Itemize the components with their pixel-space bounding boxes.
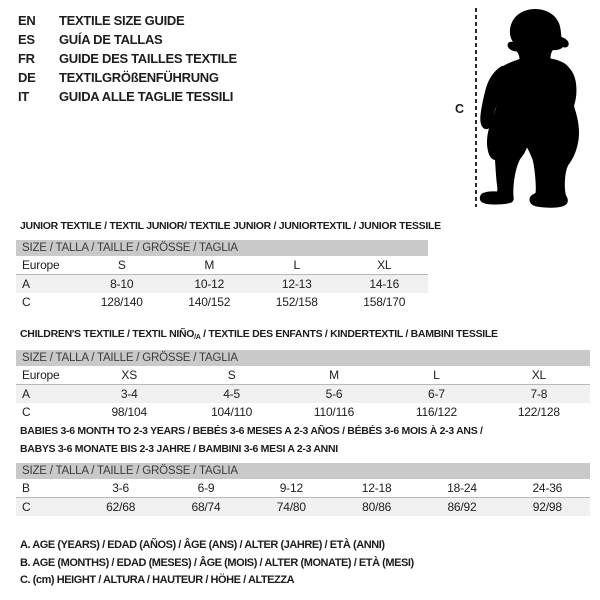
value-cell: 152/158 bbox=[275, 295, 318, 309]
table-row bbox=[16, 275, 428, 293]
row-label-cell: C bbox=[22, 295, 31, 309]
value-cell: M bbox=[329, 368, 339, 382]
value-cell: M bbox=[204, 258, 215, 272]
size-header-bar: SIZE / TALLA / TAILLE / GRÖSSE / TAGLIA bbox=[16, 240, 428, 256]
table-title-text: CHILDREN'S TEXTILE / TEXTIL NIÑO bbox=[20, 328, 195, 340]
value-cell: S bbox=[227, 368, 236, 382]
table-row bbox=[16, 256, 428, 275]
value-cell: 98/104 bbox=[111, 405, 147, 419]
value-cell: 140/152 bbox=[188, 295, 231, 309]
value-cell: 9-12 bbox=[279, 481, 303, 495]
language-row bbox=[18, 87, 237, 106]
value-cell: 68/74 bbox=[191, 500, 221, 514]
children-table-title bbox=[20, 325, 590, 345]
value-cell: 8-10 bbox=[110, 277, 134, 291]
value-cell: 80/86 bbox=[362, 500, 392, 514]
row-label-cell: A bbox=[22, 387, 30, 401]
table-title-text: /A bbox=[194, 334, 201, 341]
value-cell: L bbox=[433, 368, 440, 382]
table-row bbox=[16, 366, 590, 385]
table-row bbox=[16, 403, 590, 421]
children-textile-section bbox=[16, 325, 590, 421]
footnote: A. AGE (YEARS) / EDAD (AÑOS) / ÂGE (ANS) / ALTER (JAHRE) / ETÀ (ANNI) bbox=[20, 539, 385, 551]
language-row bbox=[18, 11, 237, 30]
junior-size-table bbox=[16, 240, 428, 311]
value-cell: 6-9 bbox=[197, 481, 215, 495]
value-cell: 4-5 bbox=[223, 387, 240, 401]
value-cell: 18-24 bbox=[447, 481, 477, 495]
baby-silhouette-icon bbox=[477, 7, 593, 213]
height-measure-label: C bbox=[455, 102, 465, 116]
value-cell: 5-6 bbox=[325, 387, 343, 401]
babies-table-title bbox=[20, 422, 590, 458]
value-cell: XL bbox=[377, 258, 392, 272]
table-title-text: / TEXTILE DES ENFANTS / KINDERTEXTIL / BAMBINI TESSILE bbox=[200, 328, 498, 340]
language-code: IT bbox=[18, 89, 29, 104]
babies-textile-section bbox=[16, 422, 590, 516]
value-cell: XL bbox=[531, 368, 546, 382]
row-label-cell: B bbox=[22, 481, 30, 495]
language-label: GUÍA DE TALLAS bbox=[59, 32, 163, 47]
value-cell: 12-13 bbox=[281, 277, 312, 291]
table-title-text: BABIES 3-6 MONTH TO 2-3 YEARS / BEBÉS 3-6 MESES A 2-3 AÑOS / BÉBÉS 3-6 MOIS À 2-3 ANS / bbox=[20, 425, 483, 437]
language-row bbox=[18, 68, 237, 87]
value-cell: 7-8 bbox=[530, 387, 548, 401]
value-cell: 158/170 bbox=[363, 295, 406, 309]
row-label-cell: C bbox=[22, 405, 31, 419]
value-cell: 6-7 bbox=[428, 387, 445, 401]
footnote-legend bbox=[20, 537, 414, 590]
junior-textile-section bbox=[16, 217, 441, 311]
table-row bbox=[16, 385, 590, 403]
value-cell: L bbox=[293, 258, 300, 272]
size-header-bar: SIZE / TALLA / TAILLE / GRÖSSE / TAGLIA bbox=[16, 463, 590, 479]
language-code: FR bbox=[18, 51, 35, 66]
size-header-bar: SIZE / TALLA / TAILLE / GRÖSSE / TAGLIA bbox=[16, 350, 590, 366]
row-label-cell: A bbox=[22, 277, 30, 291]
language-label: GUIDE DES TAILLES TEXTILE bbox=[59, 51, 237, 66]
table-title-text: JUNIOR TEXTILE / TEXTIL JUNIOR/ TEXTILE JUNIOR / JUNIORTEXTIL / JUNIOR TESSILE bbox=[20, 220, 441, 232]
babies-size-table bbox=[16, 463, 590, 516]
language-code: DE bbox=[18, 70, 36, 85]
table-row bbox=[16, 479, 590, 498]
footnote: B. AGE (MONTHS) / EDAD (MESES) / ÂGE (MOIS) / ALTER (MONATE) / ETÀ (MESI) bbox=[20, 556, 414, 569]
row-label-cell: Europe bbox=[22, 368, 60, 382]
babies-table-rows bbox=[16, 479, 590, 516]
language-row bbox=[18, 30, 237, 49]
value-cell: 110/116 bbox=[313, 405, 355, 419]
language-code: ES bbox=[18, 32, 35, 47]
language-label: TEXTILGRÖßENFÜHRUNG bbox=[59, 70, 219, 85]
value-cell: 3-6 bbox=[112, 481, 130, 495]
value-cell: 128/140 bbox=[100, 295, 143, 309]
value-cell: 24-36 bbox=[532, 481, 563, 495]
junior-table-title bbox=[20, 217, 441, 235]
children-size-table bbox=[16, 350, 590, 421]
value-cell: 3-4 bbox=[120, 387, 138, 401]
value-cell: 92/98 bbox=[532, 500, 562, 514]
value-cell: 86/92 bbox=[447, 500, 477, 514]
language-label: GUIDA ALLE TAGLIE TESSILI bbox=[59, 89, 234, 104]
language-label: TEXTILE SIZE GUIDE bbox=[59, 13, 185, 28]
language-list bbox=[18, 11, 237, 106]
row-label-cell: C bbox=[22, 500, 31, 514]
table-row bbox=[16, 498, 590, 516]
language-row bbox=[18, 49, 237, 68]
value-cell: 62/68 bbox=[106, 500, 136, 514]
value-cell: 104/110 bbox=[211, 405, 253, 419]
junior-table-rows bbox=[16, 256, 428, 311]
value-cell: 10-12 bbox=[194, 277, 225, 291]
table-row bbox=[16, 293, 428, 311]
table-title-text: BABYS 3-6 MONATE BIS 2-3 JAHRE / BAMBINI 3-6 MESI A 2-3 ANNI bbox=[20, 443, 338, 455]
value-cell: XS bbox=[121, 368, 137, 382]
value-cell: 12-18 bbox=[361, 481, 392, 495]
language-code: EN bbox=[18, 13, 36, 28]
value-cell: 116/122 bbox=[415, 405, 457, 419]
row-label-cell: Europe bbox=[22, 258, 60, 272]
value-cell: S bbox=[117, 258, 126, 272]
value-cell: 122/128 bbox=[517, 405, 560, 419]
children-table-rows bbox=[16, 366, 590, 421]
value-cell: 74/80 bbox=[276, 500, 306, 514]
footnote: C. (cm) HEIGHT / ALTURA / HAUTEUR / HÖHE / ALTEZZA bbox=[20, 574, 295, 586]
value-cell: 14-16 bbox=[369, 277, 400, 291]
